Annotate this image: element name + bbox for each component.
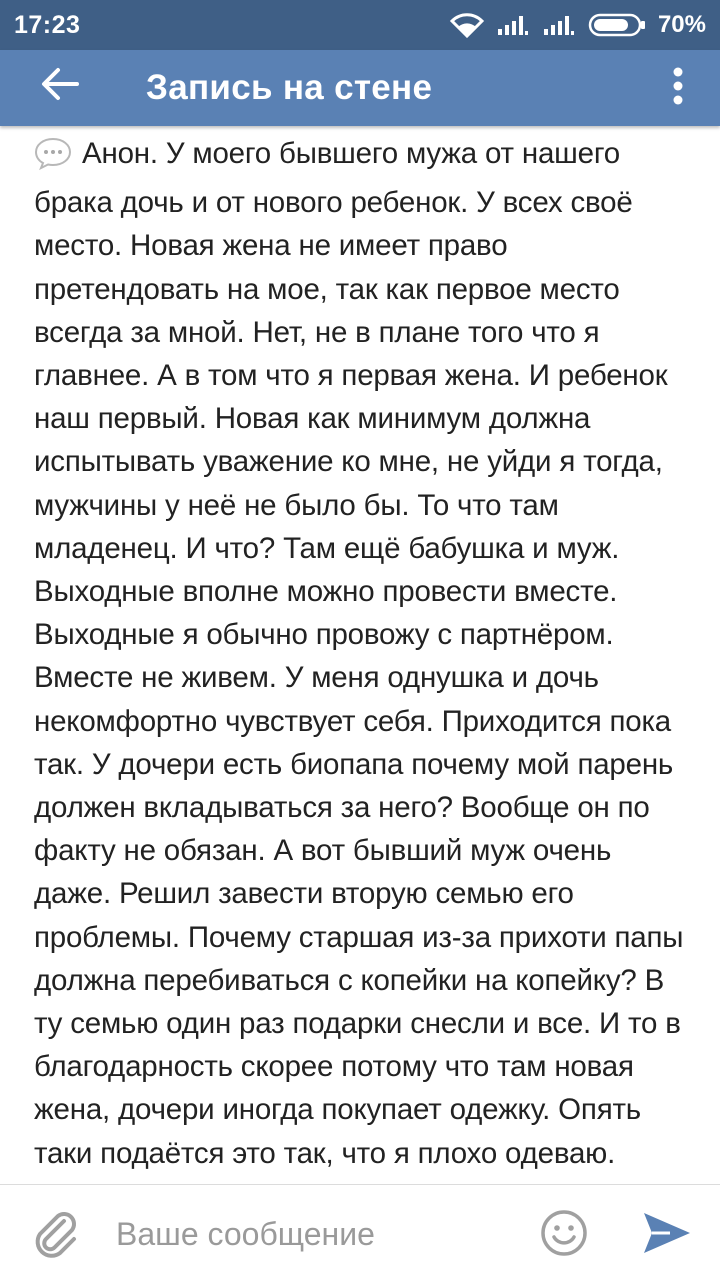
signal-icon	[496, 13, 530, 37]
attach-button[interactable]	[30, 1207, 82, 1259]
message-composer	[0, 1184, 720, 1280]
page-title: Запись на стене	[146, 68, 433, 107]
overflow-menu-button[interactable]	[658, 58, 698, 118]
post-text: Анон. У моего бывшего мужа от нашего брака дочь и от нового ребенок. У всех своё место. Новая жена не имеет право претендовать на мое, так как первое место всегда за мной. Нет, не в плане того что я главнее. А в том что я первая жена. И ребенок наш первый. Новая как минимум должна испытывать уважение ко мне, не уйди я тогда, мужчины у неё не было бы. То что там младенец. И что? Там ещё бабушка и муж. Выходные вполне можно провести вместе. Выходные я обычно провожу с партнёром. Вместе не живем. У меня однушка и дочь некомфортно чувствует себя. Приходится пока так. У дочери есть биопапа почему мой парень должен вкладываться за него? Вообще он по факту не обязан. А вот бывший муж очень даже. Решил завести вторую семью его проблемы. Почему старшая из-за прихоти папы должна перебиваться с копейки на копейку? В ту семью один раз подарки снесли и все. И то в благодарность скорее потому что там новая жена, дочери иногда покупает одежку. Опять таки подаётся это так, что я плохо одеваю.	[34, 137, 684, 1170]
arrow-back-icon	[40, 66, 80, 107]
wall-post	[0, 126, 720, 1184]
emoji-button[interactable]	[538, 1207, 590, 1259]
back-button[interactable]	[34, 60, 86, 112]
signal-icon	[542, 13, 576, 37]
status-icons	[450, 11, 706, 39]
send-icon	[640, 1246, 694, 1263]
status-bar	[0, 0, 720, 50]
smiley-icon	[538, 1246, 590, 1263]
message-input[interactable]	[114, 1203, 518, 1265]
more-vertical-icon	[672, 66, 684, 111]
paperclip-icon	[30, 1246, 82, 1263]
status-time: 17:23	[14, 10, 81, 39]
app-bar	[0, 50, 720, 126]
wifi-icon	[450, 12, 484, 38]
send-button[interactable]	[640, 1207, 694, 1259]
battery-icon	[588, 12, 646, 38]
post-text-block	[0, 126, 720, 1218]
battery-percent: 70%	[657, 11, 706, 38]
speech-bubble-icon	[34, 137, 72, 181]
